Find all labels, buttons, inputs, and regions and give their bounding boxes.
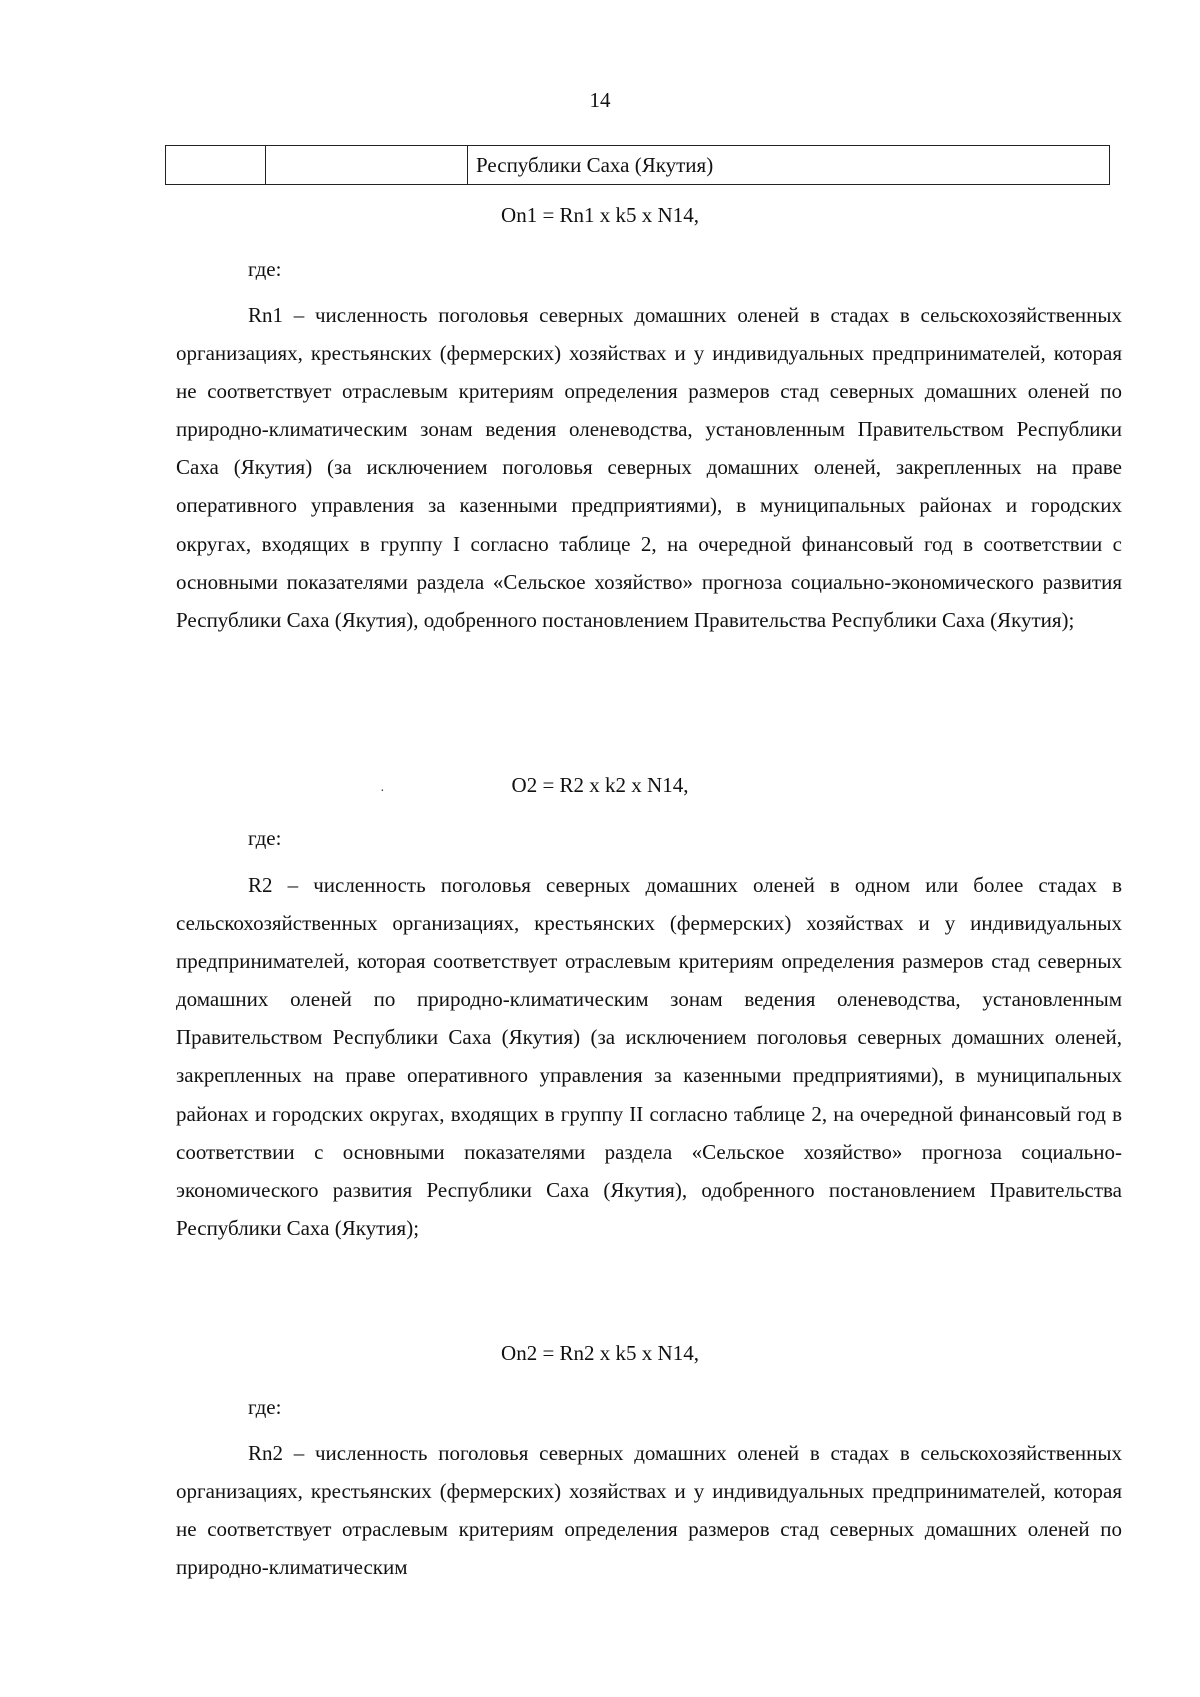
where-label-3: где:	[248, 1395, 282, 1419]
table-cell-1	[166, 146, 266, 184]
table-cell-2	[266, 146, 468, 184]
where-label-2: где:	[248, 826, 282, 850]
definition-rn2: Rn2 – численность поголовья северных домашних оленей в стадах в сельскохозяйственных организациях, крестьянских (фермерских) хозяйствах и у индивидуальных предпринимателей, которая не соответствует отраслевым критериям определения размеров стад северных домашних оленей по природно-климатическим	[176, 1441, 1122, 1580]
definition-rn1: Rn1 – численность поголовья северных домашних оленей в стадах в сельскохозяйственных организациях, крестьянских (фермерских) хозяйствах и у индивидуальных предпринимателей, которая не соответствует отраслевым критериям определения размеров стад северных домашних оленей по природно-климатическим зонам ведения оленеводства, установленным Правительством Республики Саха (Якутия) (за исключением поголовья северных домашних оленей, закрепленных на праве оперативного управления за казенными предприятиями), в муниципальных районах и городских округах, входящих в группу I согласно таблице 2, на очередной финансовый год в соответствии с основными показателями раздела «Сельское хозяйство» прогноза социально-экономического развития Республики Саха (Якутия), одобренного постановлением Правительства Республики Саха (Якутия);	[176, 303, 1122, 632]
definition-r2: R2 – численность поголовья северных домашних оленей в одном или более стадах в сельскохозяйственных организациях, крестьянских (фермерских) хозяйствах и у индивидуальных предпринимателей, которая соответствует отраслевым критериям определения размеров стад северных домашних оленей по природно-климатическим зонам ведения оленеводства, установленным Правительством Республики Саха (Якутия) (за исключением поголовья северных домашних оленей, закрепленных на праве оперативного управления за казенными предприятиями), в муниципальных районах и городских округах, входящих в группу II согласно таблице 2, на очередной финансовый год в соответствии с основными показателями раздела «Сельское хозяйство» прогноза социально-экономического развития Республики Саха (Якутия), одобренного постановлением Правительства Республики Саха (Якутия);	[176, 873, 1122, 1240]
table-cell-3: Республики Саха (Якутия)	[476, 153, 714, 177]
formula-on1: On1 = Rn1 x k5 x N14,	[501, 203, 699, 227]
scan-speck: ·	[380, 784, 385, 799]
where-label-1: где:	[248, 257, 282, 281]
continued-table-row	[165, 145, 1110, 185]
formula-o2: O2 = R2 x k2 x N14,	[511, 773, 689, 797]
page-number: 14	[589, 88, 611, 112]
formula-on2: On2 = Rn2 x k5 x N14,	[501, 1341, 699, 1365]
